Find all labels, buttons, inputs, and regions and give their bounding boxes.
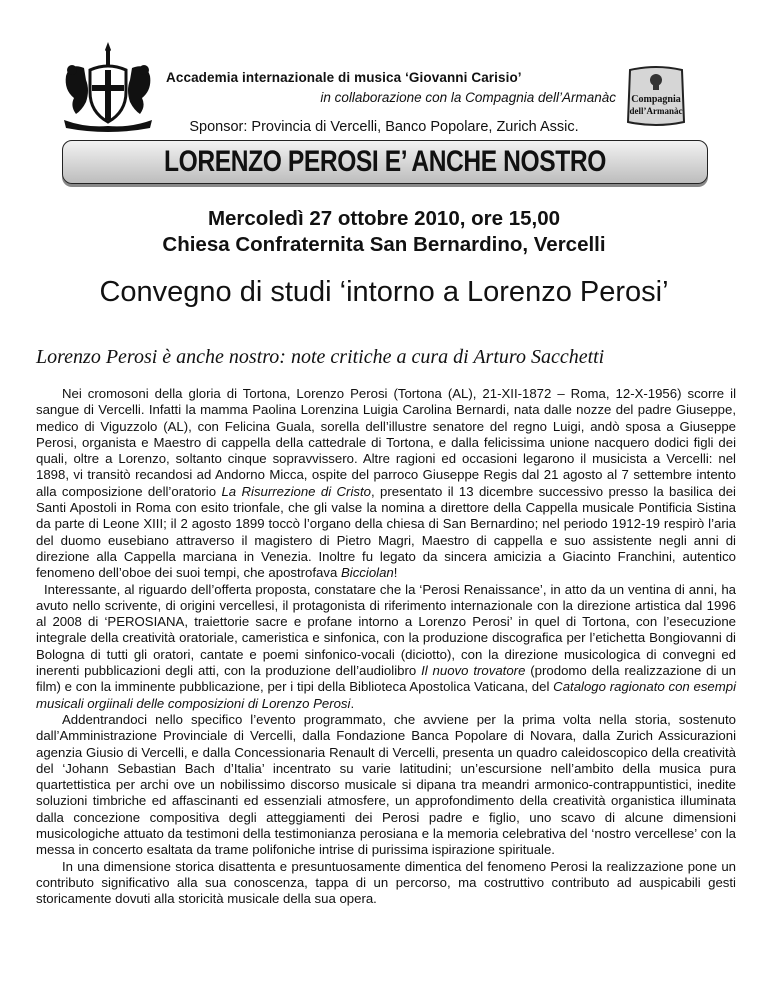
event-date: Mercoledì 27 ottobre 2010, ore 15,00 [207, 207, 561, 230]
academy-name: Accademia internazionale di musica ‘Giovanni Carisio’ [166, 70, 522, 85]
article-body [36, 386, 736, 908]
sponsor-line: Sponsor: Provincia di Vercelli, Banco Popolare, Zurich Assic. [189, 119, 579, 135]
event-info [0, 206, 768, 258]
banner-title: LORENZO PEROSI E’ ANCHE NOSTRO [164, 145, 606, 178]
logo-text-bottom: dell’Armanàc [629, 106, 683, 116]
p2-text-b: (prodomo della realizzazione di un film) e con la imminente pubblicazione, per i tipi della Biblioteca Apostolica Vaticana, del [36, 663, 736, 695]
p2-italic-catalog: Catalogo ragionato con esempi musicali orgiinali delle composizioni di Lorenzo Perosi [36, 679, 737, 711]
p2-italic-title: Il nuovo trovatore [421, 663, 526, 679]
p1-text-c: ! [393, 565, 398, 581]
convegno-title: Convegno di studi ‘intorno a Lorenzo Perosi’ [99, 276, 669, 308]
p1-italic-title: La Risurrezione di Cristo [221, 483, 371, 499]
p2-text-a: Interessante, al riguardo dell’offerta proposta, constatare che la ‘Perosi Renaissance’, in atto da un ventina di anni, ha avuto nello scrivente, di origini vercellesi, il protagonista di riferimento internazionale con la direzione artistica dal 1996 al 2008 di ‘PEROSIANA, traiettorie sacre e profane intorno a Lorenzo Perosi’ in quel di Tortona, con l’esecuzione integrale della creatività oratoriale, cameristica e sinfonica, con la produzione discografica per l’etichetta Bongiovanni di Bologna di tutti gli oratori, cantate e poemi sinfonico-vocali (diciotto), con la direzione musicologica di convegni ed inerenti pubblicazioni degli atti, con la produzione dell’audiolibro [36, 581, 736, 679]
p1-italic-nickname: Bicciolan [340, 565, 394, 581]
logo-text-top: Compagnia [631, 94, 681, 105]
paragraph-4: In una dimensione storica disattenta e presuntuosamente dimentica del fenomeno Perosi la realizzazione pone un contributo significativo alla sua conoscenza, tappa di un percorso, ma costruttivo contributo ad auspicabili gesti storicamente dovuti alla storicità musicale della sua opera. [36, 858, 736, 907]
article-subtitle: Lorenzo Perosi è anche nostro: note critiche a cura di Arturo Sacchetti [36, 346, 605, 368]
paragraph-3: Addentrandoci nello specifico l’evento programmato, che avviene per la prima volta nella storia, sostenuto dall’Amministrazione Provinciale di Vercelli, dalla Fondazione Banca Popolare di Novara, dalla Zurich Assicurazioni agenzia Giusio di Vercelli, e dalla Concessionaria Renault di Vercelli, presenta un quadro caleidoscopico della creatività del ‘Johann Sebastian Bach d’Italia’ incentrato su varie latitudini; un’escursione nell’ambito della musica pura quartettistica per archi ove un nobilissimo discorso musicale si dipana tra meandri armonico-contrappuntistici, inedite soluzioni timbriche ed affascinanti ed essenziali atmosfere, un approfondimento della creatività organistica illuminata dalla concezione compositiva degli atteggiamenti dei Perosi padre e figlio, uno scavo di alcune dimensioni musicologiche attuato da testimoni della testimonianza perosiana e la memoria celebrativa del ‘nostro vercellese’ con la messa in concerto esaltata da trame polifoniche intrise di purissima ispirazione spirituale. [36, 711, 736, 858]
p1-text-a: Nei cromosoni della gloria di Tortona, Lorenzo Perosi (Tortona (AL), 21-XII-1872 – Roma, 12-X-1956) scorre il sangue di Vercelli. Infatti la mamma Paolina Lorenzina Luigia Carolina Bernardi, nata dalle nozze del padre Giuseppe, medico di Viguzzolo (AL), con Felicina Guala, sorella dell’illustre senatore del regno Luigi, andò sposa a Giuseppe Perosi, organista e Maestro di cappella della cattedrale di Tortona, e dalla felicissima unione nacquero dodici figli dei quali, oltre a Lorenzo, soltanto cinque sopravvissero. Altre ragioni ed occasioni legarono il musicista a Vercelli: nel 1898, vi transitò recandosi ad Andorno Micca, ospite del parroco Giuseppe Regis dal 21 agosto al 7 settembre intento alla composizione dell’oratorio [36, 386, 736, 499]
event-venue: Chiesa Confraternita San Bernardino, Vercelli [162, 233, 606, 256]
title-banner [62, 140, 708, 184]
collaboration-line: in collaborazione con la Compagnia dell’Armanàc [320, 90, 616, 105]
p2-text-c: . [350, 695, 355, 711]
paragraph-1 [36, 386, 736, 582]
paragraph-2 [36, 582, 736, 712]
p1-text-b: , presentato il 13 dicembre successivo presso la basilica dei Santi Apostoli in Roma con esito trionfale, che gli valse la nomina a direttore della Cappella musicale Pontificia Sistina da parte di Leone XIII; il 2 agosto 1899 toccò l’organo della chiesa di San Bernardino; nel periodo 1912-19 respirò l’aria del duomo eusebiano attraverso il magistero di Pietro Magri, Maestro di cappella e suo assistente negli anni di direzione alla Cappella marciana in Venezia. Inoltre fu legato da sincera amicizia a Giacinto Franchini, autentico fenomeno dell’oboe dei suoi tempi, che apostrofava [36, 483, 736, 581]
